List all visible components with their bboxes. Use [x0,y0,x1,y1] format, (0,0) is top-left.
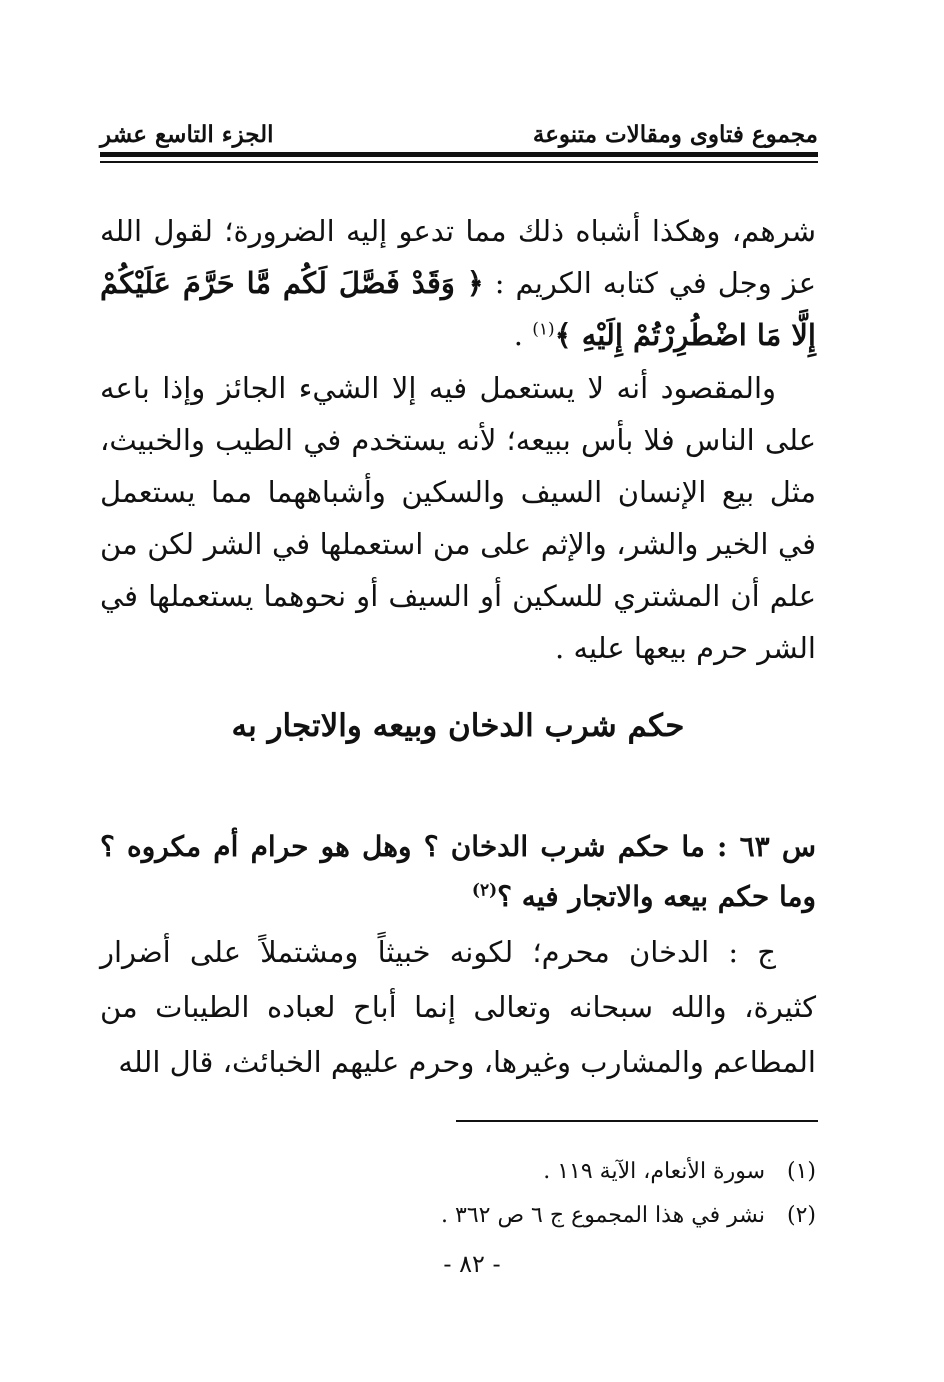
answer-block [100,925,816,1090]
question-block [100,822,816,922]
paragraph-2-text: والمقصود أنه لا يستعمل فيه إلا الشيء الجائز وإذا باعه على الناس فلا بأس ببيعه؛ لأنه يستخدم في الطيب والخبيث، مثل بيع الإنسان السيف والسكين وأشباههما مما يستعمل في الخير والشر، والإثم على من استعملها في الشر لكن من علم أن المشتري للسكين أو السيف أو نحوهما يستعملها في الشر حرم بيعها عليه . [100,371,816,665]
footnote-2 [100,1194,816,1238]
footnote-1-number: (١) [786,1159,816,1184]
footnote-1 [100,1150,816,1194]
footnote-ref-2: (٢) [471,880,498,901]
footnote-2-number: (٢) [786,1203,816,1228]
footnote-separator [456,1120,818,1122]
question-text: س ٦٣ : ما حكم شرب الدخان ؟ وهل هو حرام أم مكروه ؟ وما حكم بيعه والاتجار فيه ؟ [100,830,816,913]
paragraph-1-text: شرهم، وهكذا أشباه ذلك مما تدعو إليه الضرورة؛ لقول الله عز وجل في كتابه الكريم : [100,214,816,300]
header-volume-title: الجزء التاسع عشر [100,121,274,148]
footnote-1-text: سورة الأنعام، الآية ١١٩ . [543,1159,765,1184]
header-rule-thin [100,161,818,163]
running-header [100,108,818,148]
page-number: - ٨٢ - [443,1250,501,1278]
footnote-ref-1: (١) [532,319,555,340]
footnotes [100,1150,816,1238]
section-heading: حكم شرب الدخان وبيعه والاتجار به [231,708,685,744]
header-book-title: مجموع فتاوى ومقالات متنوعة [532,121,818,148]
paragraph-1-end: . [513,318,533,352]
footnote-2-text: نشر في هذا المجموع ج ٦ ص ٣٦٢ . [441,1203,765,1228]
paragraph-1 [100,205,816,361]
quran-verse: ﴿ وَقَدْ فَصَّلَ لَكُم مَّا حَرَّمَ عَلَيْكُمْ إِلَّا مَا اضْطُرِرْتُمْ إِلَيْهِ ﴾ [100,266,816,352]
answer-text: ج : الدخان محرم؛ لكونه خبيثاً ومشتملاً على أضرار كثيرة، والله سبحانه وتعالى إنما أباح لعباده الطيبات من المطاعم والمشارب وغيرها، وحرم عليهم الخبائث، قال الله [100,935,816,1079]
paragraph-2 [100,362,816,674]
header-rule-thick [100,152,818,157]
